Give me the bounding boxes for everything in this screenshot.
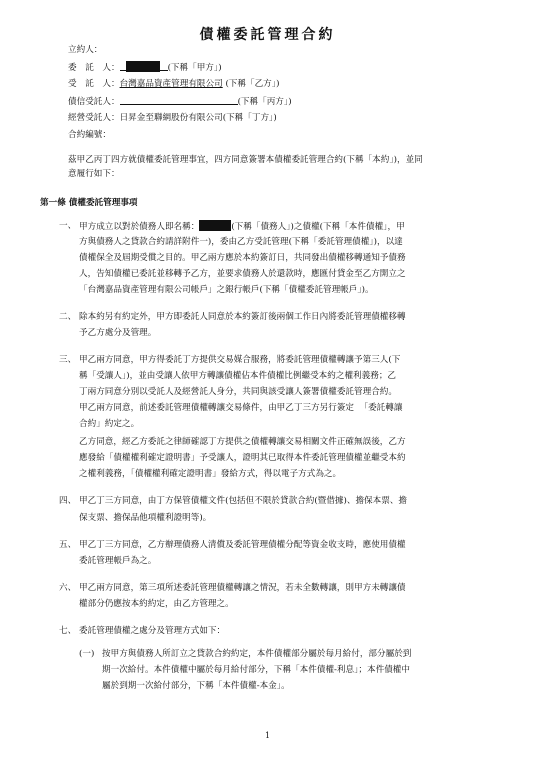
item-line: 予乙方處分及管理。 [79, 328, 157, 338]
party-principal [68, 61, 222, 74]
item-line: 乙方同意，經乙方委託之律師確認丁方提供之債權轉讓交易相關文件正確無誤後，乙方 [79, 437, 406, 447]
item-line: 甲乙兩方同意，第三項所述委託管理債權轉讓之情況，若未全數轉讓，則甲方未轉讓債 [79, 583, 406, 593]
item-line: 委託管理帳戶為之。 [79, 556, 157, 566]
item-number: 一、 [59, 221, 77, 231]
sub-item-line: 屬於到期一次給付部分，下稱「本件債權-本金」。 [102, 681, 290, 691]
sub-item-line: 期一次給付。本件債權中屬於每月給付部分，下稱「本件債權-利息」；本件債權中 [102, 665, 410, 675]
item-number: 二、 [59, 312, 77, 322]
item-number: 六、 [59, 583, 77, 593]
blank-field [120, 95, 238, 105]
item-line: 保支票、擔保品他項權利證明等)。 [79, 513, 212, 523]
party-trustee-name: 台灣嘉品資產管理有限公司 [119, 79, 223, 89]
sub-item-line: 按甲方與債務人所訂立之貸款合約約定，本件債權部分屬於每月給付，部分屬於到 [102, 649, 412, 659]
item-line: 合約」約定之。 [79, 419, 140, 429]
item-line: 方與債務人之貸款合約請詳附件一)，委由乙方受託管理(下稱「委託管理債權」)，以達 [79, 237, 403, 247]
item-line: 之權利義務，「債權權利確定證明書」發給方式，得以電子方式為之。 [79, 469, 342, 479]
item-line: 甲乙丁三方同意，乙方辦理債務人清償及委託管理債權分配等資金收支時，應使用債權 [79, 540, 406, 550]
party-operating-trustee-label: 經營受託人： [68, 113, 120, 123]
party-trustee-label: 受 託 人： [68, 79, 120, 89]
item-line: 除本約另有約定外，甲方即委託人同意於本約簽訂後兩個工作日內將委託管理債權移轉 [79, 312, 406, 322]
item-line: 甲乙兩方同意，甲方得委託丁方提供交易媒合服務，將委託管理債權轉讓予第三人(下 [79, 355, 401, 365]
party-trustee [68, 78, 279, 90]
parties-intro: 立約人： [68, 45, 103, 55]
item-line: 債權保全及屆期受償之目的。甲乙兩方應於本約簽訂日，共同發出債權移轉通知予債務 [79, 253, 406, 263]
item-line: 甲乙丁三方同意，由丁方保管債權文件(包括但不限於貸款合約(暨借據)、擔保本票、擔 [79, 496, 408, 506]
party-credit-trustee-label: 債信受託人： [68, 97, 120, 107]
item-line: 權部分仍應按本約約定，由乙方管理之。 [79, 599, 234, 609]
party-credit-trustee-suffix: (下稱「丙方」) [237, 97, 292, 107]
item-line: 稱「受讓人」)，並由受讓人依甲方轉讓債權佔本件債權比例繼受本約之權利義務；乙 [79, 371, 397, 381]
item-line: 人，告知債權已委託並移轉予乙方，並要求債務人於還款時，應匯付貸金至乙方開立之 [79, 269, 406, 279]
item-number: 七、 [59, 626, 77, 636]
item-line: 甲乙兩方同意，前述委託管理債權轉讓交易條件，由甲乙丁三方另行簽定 「委託轉讓 [79, 403, 403, 413]
preamble-line: 茲甲乙丙丁四方就債權委託管理事宜，四方同意簽署本債權委託管理合約(下稱「本約」)，並同 [68, 155, 423, 165]
contract-number: 合約編號： [68, 130, 111, 140]
party-credit-trustee [68, 95, 292, 108]
redacted-name [199, 220, 231, 231]
item-line: 丁兩方同意分別以受託人及經營託人身分，共同與該受讓人簽署債權委託管理合約。 [79, 387, 397, 397]
item-line: 「台灣嘉品資產管理有限公司帳戶」之銀行帳戶(下稱「債權委託管理帳戶」)。 [79, 285, 374, 295]
item-line: 委託管理債權之處分及管理方式如下： [79, 626, 226, 636]
redacted-name [126, 61, 160, 72]
item-number: 三、 [59, 355, 77, 365]
party-operating-trustee-suffix: (下稱「丁方」) [222, 113, 277, 123]
party-principal-label: 委 託 人： [68, 63, 120, 73]
item-number: 五、 [59, 540, 77, 550]
party-operating-trustee-name: 日昇金至聯網股份有限公司 [119, 113, 223, 123]
document-title: 債權委託管理合約 [199, 27, 336, 43]
item-number: 四、 [59, 496, 77, 506]
item-line: 應發給「債權權利確定證明書」予受讓人，證明其已取得本件委託管理債權並繼受本約 [79, 453, 406, 463]
page-number: 1 [264, 731, 271, 740]
sub-item-number: (一) [79, 649, 95, 659]
article-heading: 第一條 債權委託管理事項 [40, 198, 138, 208]
party-operating-trustee [68, 112, 277, 124]
party-principal-suffix: (下稱「甲方」) [167, 63, 222, 73]
party-trustee-suffix: (下稱「乙方」) [225, 79, 280, 89]
item-line: 甲方成立以對於債務人即名稱： (下稱「債務人」)之債權(下稱「本件債權」，甲 [79, 222, 405, 232]
preamble-line: 意履行如下： [68, 169, 120, 179]
